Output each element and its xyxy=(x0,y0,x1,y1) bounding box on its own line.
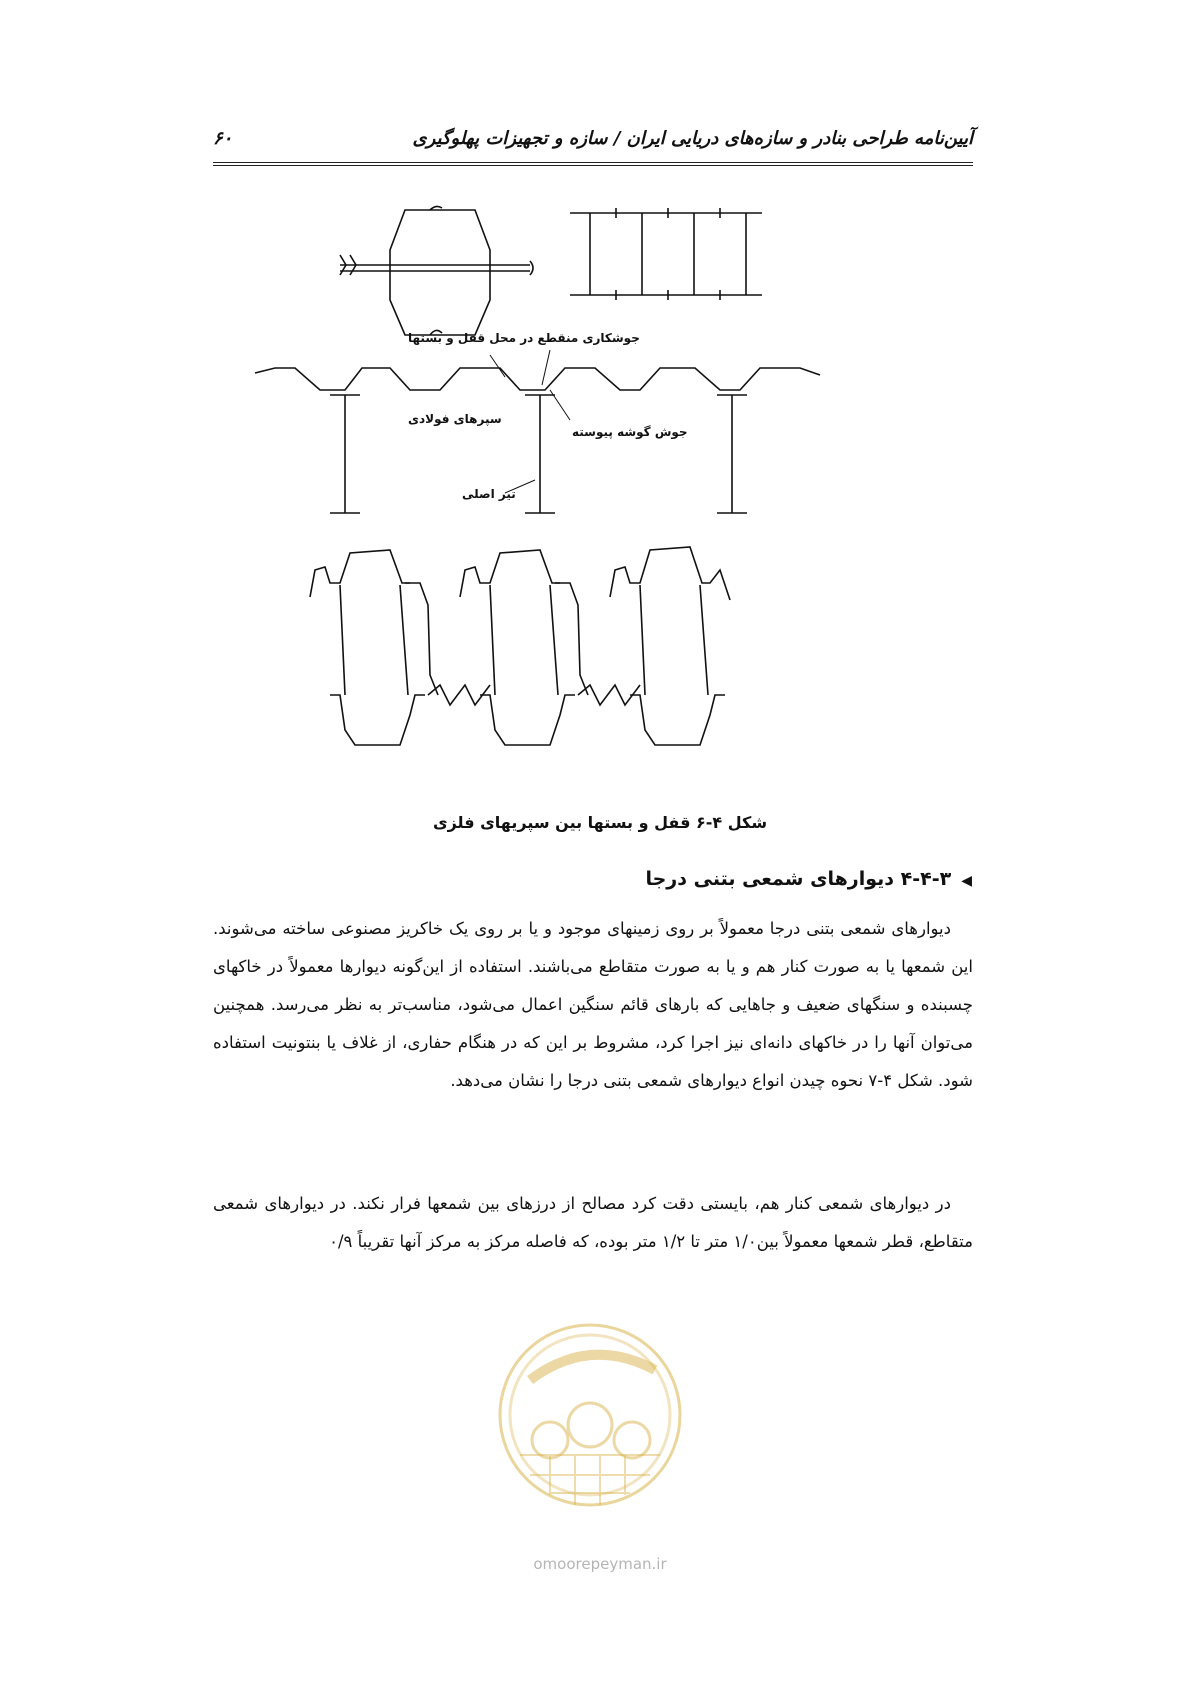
seal-logo-icon xyxy=(490,1315,690,1515)
section-heading-text: ۴-۴-۳ دیوارهای شمعی بتنی درجا xyxy=(645,868,952,890)
bullet-arrow-icon: ◀ xyxy=(961,873,972,889)
watermark-url: omoorepeyman.ir xyxy=(533,1555,667,1573)
label-main-beam: تیر اصلی xyxy=(462,487,516,501)
section-heading xyxy=(645,868,972,890)
paragraph-2-text: در دیوارهای شمعی کنار هم، بایستی دقت کرد مصالح از درزهای بین شمعها فرار نکند. در دیوارهای شمعی متقاطع، قطر شمعها معمولاً بین۱/۰ متر تا ۱/۲ متر بوده، که فاصله مرکز به مرکز آنها تقریباً ۰/۹ xyxy=(213,1194,973,1251)
figure-drawing xyxy=(250,205,950,805)
paragraph-2 xyxy=(213,1185,973,1261)
header-rule xyxy=(213,162,973,163)
label-continuous-fillet-weld: جوش گوشه پیوسته xyxy=(572,425,688,439)
box-section-drawing xyxy=(340,206,533,335)
label-intermittent-weld: جوشکاری منقطع در محل قفل و بستها xyxy=(408,331,640,345)
paragraph-1-text: دیوارهای شمعی بتنی درجا معمولاً بر روی زمینهای موجود و یا بر روی یک خاکریز مصنوعی ساخته می‌شوند. این شمعها یا به صورت کنار هم و یا به صورت متقاطع می‌باشند. استفاده از این‌گونه دیوارها معمولاً در خاکهای چسبنده و سنگهای ضعیف و جاهایی که بارهای قائم سنگین اعمال می‌شود، مناسب‌تر به نظر می‌رسد. همچنین می‌توان آنها را در خاکهای دانه‌ای نیز اجرا کرد، مشروط بر این که در هنگام حفاری، از غلاف یا بنتونیت استفاده شود. شکل ۴-۷ نحوه چیدن انواع دیوارهای شمعی بتنی درجا را نشان می‌دهد. xyxy=(213,919,973,1090)
header-rule-double xyxy=(213,165,973,166)
paragraph-1 xyxy=(213,910,973,1100)
combined-wall-drawing xyxy=(255,350,820,513)
figure-sheet-pile-locks xyxy=(250,205,950,805)
figure-caption: شکل ۴-۶ قفل و بستها بین سپریهای فلزی xyxy=(432,813,768,832)
page-header xyxy=(213,128,973,160)
h-pile-drawing xyxy=(570,208,762,300)
watermark-seal-icon xyxy=(490,1315,690,1515)
sheet-pile-box-drawing xyxy=(310,547,730,745)
page-number: ۶۰ xyxy=(213,128,233,149)
running-title: آیین‌نامه طراحی بنادر و سازه‌های دریایی ایران / سازه و تجهیزات پهلوگیری xyxy=(412,128,973,149)
label-steel-sheets: سپرهای فولادی xyxy=(408,412,502,426)
